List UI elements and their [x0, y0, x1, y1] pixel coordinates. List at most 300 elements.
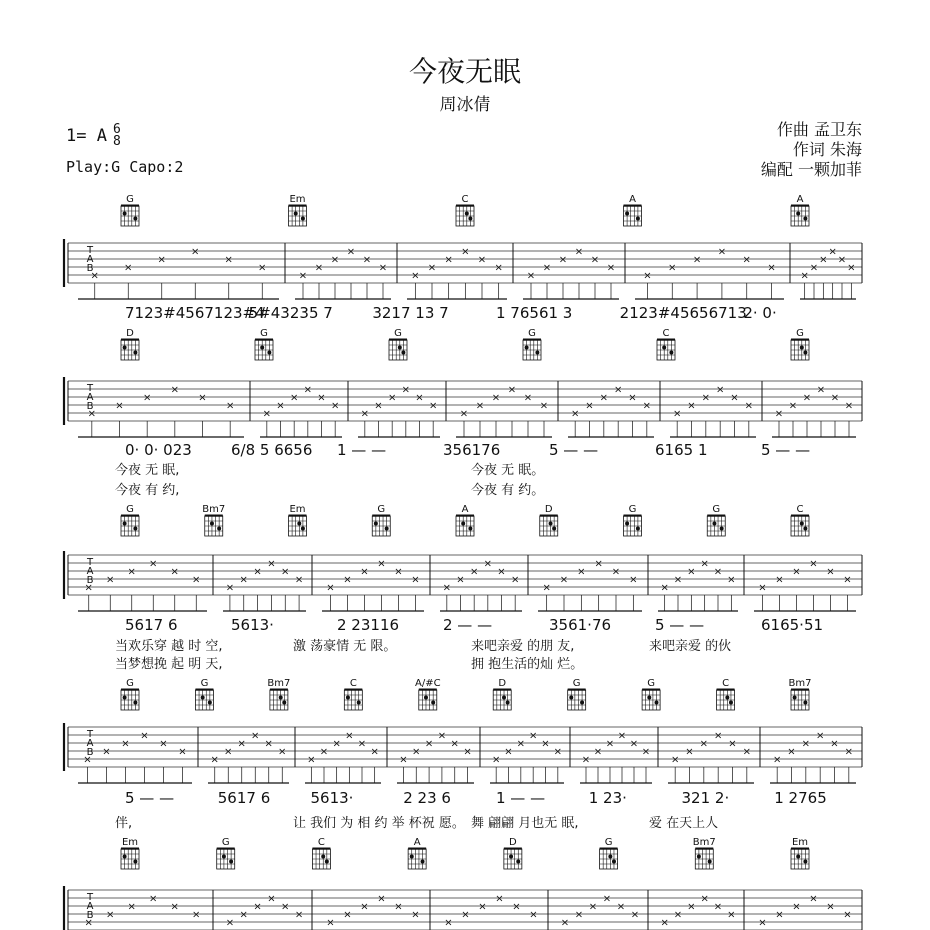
chord-dot	[793, 696, 797, 700]
tab-mark: ×	[276, 400, 285, 412]
tab-mark: ×	[715, 384, 725, 396]
tab-mark: ×	[510, 574, 520, 586]
chord-dot	[267, 351, 271, 355]
tab-mark: ×	[819, 254, 828, 266]
tab-mark: ×	[673, 909, 683, 921]
tab-mark: ×	[713, 730, 723, 742]
tab-mark: ×	[192, 574, 201, 586]
chord-dot	[796, 212, 800, 216]
chord-name: Bm7	[202, 504, 226, 515]
jianpu-notes: 5613·	[310, 789, 354, 807]
jianpu-notes: 2· 0·	[743, 304, 777, 322]
tab-mark: ×	[775, 909, 784, 921]
tab-mark: ×	[224, 254, 233, 266]
tab-mark: ×	[668, 262, 677, 274]
tab-mark: ×	[837, 254, 847, 266]
tab-mark: ×	[461, 909, 470, 921]
tab-mark: ×	[330, 400, 340, 412]
tab-mark: ×	[437, 730, 447, 742]
chord-dot	[662, 346, 666, 350]
tab-mark: ×	[412, 746, 421, 758]
chord-name: D	[126, 328, 134, 339]
chord-dot	[729, 701, 733, 705]
tab-mark: ×	[491, 754, 501, 766]
lyric-line-1: 今夜 无 眠,	[115, 463, 180, 478]
tab-mark: ×	[816, 384, 826, 396]
tab-mark: ×	[516, 738, 526, 750]
tab-mark: ×	[611, 566, 621, 578]
chord-name: G	[377, 504, 386, 515]
chord-name: G	[260, 328, 268, 339]
tab-mark: ×	[191, 246, 200, 258]
jianpu-notes: 356176	[443, 441, 501, 459]
chord-nut	[205, 515, 223, 517]
chord-dot	[509, 855, 513, 859]
chord-dot	[625, 212, 629, 216]
chord-dot	[260, 346, 264, 350]
chord-dot	[301, 217, 305, 221]
tab-mark: ×	[262, 408, 272, 420]
tab-mark: ×	[469, 566, 479, 578]
chord-nut	[121, 205, 139, 207]
chord-dot	[123, 346, 127, 350]
tab-mark: ×	[442, 582, 452, 594]
tab-mark: ×	[345, 730, 354, 742]
tab-mark: ×	[559, 574, 569, 586]
chord-nut	[791, 339, 809, 341]
tab-mark: ×	[461, 246, 470, 258]
chord-dot	[431, 701, 435, 705]
tab-mark: ×	[727, 574, 736, 586]
chord-dot	[294, 212, 298, 216]
tab-mark: ×	[267, 558, 276, 570]
chord-dot	[133, 351, 137, 355]
tab-mark: ×	[775, 574, 784, 586]
tab-clef: B	[86, 910, 94, 921]
lyric-line-1: 来吧亲爱 的伙	[649, 639, 732, 654]
tab-mark: ×	[106, 574, 115, 586]
tab-mark: ×	[602, 893, 612, 905]
tab-mark: ×	[670, 754, 680, 766]
chord-name: A	[461, 504, 469, 515]
chord-dot	[374, 522, 378, 526]
chord-name: G	[528, 328, 536, 339]
chord-dot	[279, 696, 283, 700]
tab-mark: ×	[512, 901, 521, 913]
tab-mark: ×	[106, 909, 115, 921]
tab-mark: ×	[526, 270, 536, 282]
chord-nut	[717, 689, 735, 691]
tab-mark: ×	[616, 901, 626, 913]
chord-nut	[419, 689, 437, 691]
tab-mark: ×	[281, 566, 290, 578]
tab-mark: ×	[463, 746, 472, 758]
tab-mark: ×	[415, 392, 424, 404]
tab-mark: ×	[90, 270, 99, 282]
tab-mark: ×	[115, 400, 124, 412]
tab-mark: ×	[539, 400, 549, 412]
tab-mark: ×	[642, 400, 652, 412]
tab-mark: ×	[594, 558, 603, 570]
tab-mark: ×	[378, 262, 388, 274]
chord-nut	[121, 848, 139, 850]
chord-dot	[636, 217, 640, 221]
chord-dot	[549, 522, 553, 526]
tab-mark: ×	[809, 558, 818, 570]
tab-mark: ×	[399, 754, 408, 766]
chord-dot	[465, 212, 469, 216]
tab-clef: T	[86, 383, 94, 394]
jianpu-notes: 5 — —	[125, 789, 175, 807]
chord-dot	[321, 855, 325, 859]
tab-mark: ×	[699, 738, 709, 750]
chord-nut	[523, 339, 541, 341]
lyric-line-2: 今夜 有 约。	[471, 483, 545, 498]
tab-mark: ×	[792, 566, 801, 578]
chord-nut	[791, 515, 809, 517]
tab-mark: ×	[727, 909, 736, 921]
chord-name: C	[461, 194, 469, 205]
tab-mark: ×	[629, 738, 639, 750]
chord-nut	[289, 515, 307, 517]
lyric-line-1: 伴,	[115, 816, 133, 831]
tab-mark: ×	[225, 582, 235, 594]
chord-dot	[357, 701, 361, 705]
chord-nut	[217, 848, 235, 850]
tab-mark: ×	[728, 738, 737, 750]
tab-mark: ×	[239, 909, 248, 921]
chord-name: G	[126, 678, 134, 689]
jianpu-notes: 1 2765	[774, 789, 827, 807]
tab-mark: ×	[450, 738, 459, 750]
tab-mark: ×	[830, 392, 840, 404]
chord-name: A	[796, 194, 804, 205]
tab-mark: ×	[394, 566, 403, 578]
chord-dot	[803, 701, 807, 705]
chord-dot	[123, 212, 127, 216]
chord-dot	[398, 346, 402, 350]
jianpu-notes: 5617 6	[217, 789, 271, 807]
tab-mark: ×	[788, 400, 798, 412]
tab-clef: A	[86, 566, 94, 577]
tab-mark: ×	[298, 270, 308, 282]
lyric-line-1: 当欢乐穿 越 时 空,	[115, 639, 223, 654]
tab-mark: ×	[224, 746, 233, 758]
tab-mark: ×	[237, 738, 246, 750]
tab-mark: ×	[87, 408, 97, 420]
chord-name: G	[628, 504, 637, 515]
chord-nut	[289, 205, 307, 207]
tab-mark: ×	[127, 901, 136, 913]
chord-nut	[504, 848, 522, 850]
chord-dot	[725, 696, 729, 700]
tab-mark: ×	[507, 384, 517, 396]
chord-name: D	[544, 504, 553, 515]
tab-mark: ×	[687, 901, 696, 913]
tab-mark: ×	[127, 566, 136, 578]
chord-dot	[421, 860, 425, 864]
tab-mark: ×	[560, 917, 570, 929]
tab-mark: ×	[826, 566, 835, 578]
tab-mark: ×	[673, 574, 683, 586]
lyric-line-1: 让 我们 为 相 约 举 杯祝 愿。	[293, 816, 465, 831]
tab-mark: ×	[294, 909, 304, 921]
chord-nut	[624, 515, 642, 517]
tab-mark: ×	[281, 901, 290, 913]
chord-dot	[655, 701, 659, 705]
chord-dot	[297, 522, 301, 526]
jianpu-notes: 2 — —	[443, 616, 493, 634]
chord-nut	[600, 848, 618, 850]
jianpu-notes: 6165·51	[761, 616, 824, 634]
tab-mark: ×	[264, 738, 273, 750]
jianpu-notes: 6/8 5 6656	[231, 441, 313, 459]
tab-mark: ×	[267, 893, 276, 905]
chord-dot	[282, 701, 286, 705]
chord-dot	[385, 527, 389, 531]
chord-nut	[344, 689, 362, 691]
tab-mark: ×	[225, 400, 235, 412]
chord-name: G	[126, 194, 134, 205]
tab-mark: ×	[170, 901, 179, 913]
tab-mark: ×	[142, 392, 152, 404]
tab-mark: ×	[411, 909, 420, 921]
tab-mark: ×	[307, 754, 316, 766]
chord-dot	[468, 217, 472, 221]
tab-mark: ×	[178, 746, 187, 758]
chord-name: Em	[289, 194, 306, 205]
lyric-line-1: 来吧亲爱 的朋 友,	[471, 639, 575, 654]
chord-nut	[695, 848, 713, 850]
chord-nut	[270, 689, 288, 691]
chord-dot	[229, 860, 233, 864]
chord-name: C	[722, 678, 730, 689]
tab-mark: ×	[809, 893, 818, 905]
chord-nut	[456, 205, 474, 207]
chord-nut	[791, 205, 809, 207]
lyric-line-1: 舞 翩翩 月也无 眠,	[471, 816, 579, 831]
tab-mark: ×	[278, 746, 287, 758]
tab-mark: ×	[672, 408, 682, 420]
chord-name: G	[796, 328, 804, 339]
tab-mark: ×	[590, 254, 600, 266]
tab-mark: ×	[84, 917, 93, 929]
tab-mark: ×	[717, 246, 727, 258]
arranger-credit: 编配 一颗加菲	[760, 160, 862, 179]
chord-dot	[424, 696, 428, 700]
song-title: 今夜无眠	[408, 55, 521, 88]
chord-dot	[222, 855, 226, 859]
tab-mark: ×	[303, 384, 313, 396]
chord-dot	[569, 696, 573, 700]
tab-mark: ×	[570, 408, 580, 420]
jianpu-notes: 0· 0· 023	[125, 441, 192, 459]
tab-clef: B	[86, 575, 94, 586]
tab-mark: ×	[444, 917, 453, 929]
chord-name: G	[647, 678, 655, 689]
tab-mark: ×	[687, 400, 696, 412]
tab-mark: ×	[483, 558, 493, 570]
tab-mark: ×	[758, 582, 767, 594]
tab-mark: ×	[844, 746, 854, 758]
tab-clef: T	[86, 892, 94, 903]
chord-name: G	[200, 678, 209, 689]
chord-dot	[647, 696, 651, 700]
tab-mark: ×	[605, 738, 615, 750]
chord-nut	[540, 515, 558, 517]
tab-mark: ×	[815, 730, 825, 742]
tab-clef: A	[86, 901, 94, 912]
tab-clef: T	[86, 245, 94, 256]
chord-dot	[608, 855, 612, 859]
tab-clef: B	[86, 263, 94, 274]
tab-mark: ×	[787, 746, 796, 758]
tab-mark: ×	[660, 917, 669, 929]
tab-mark: ×	[478, 901, 487, 913]
tab-mark: ×	[641, 746, 651, 758]
chord-dot	[625, 522, 629, 526]
tab-mark: ×	[326, 917, 335, 929]
tab-clef: T	[86, 729, 94, 740]
jianpu-notes: 6165 1	[655, 441, 708, 459]
chord-dot	[133, 860, 137, 864]
chord-dot	[803, 217, 807, 221]
jianpu-notes: 2 23 6	[403, 789, 451, 807]
tab-mark: ×	[685, 746, 694, 758]
time-top: 6	[112, 122, 121, 137]
chord-dot	[796, 855, 800, 859]
tab-mark: ×	[102, 746, 111, 758]
chord-name: C	[317, 837, 325, 848]
lyric-line-2: 拥 抱生活的灿 烂。	[471, 657, 584, 672]
tab-mark: ×	[553, 746, 563, 758]
chord-dot	[516, 860, 520, 864]
chord-name: Bm7	[692, 837, 716, 848]
tab-mark: ×	[124, 262, 133, 274]
chord-dot	[123, 696, 127, 700]
tab-mark: ×	[792, 901, 801, 913]
tab-mark: ×	[504, 746, 513, 758]
chord-dot	[201, 696, 205, 700]
tab-mark: ×	[360, 901, 369, 913]
chord-dot	[525, 346, 529, 350]
chord-nut	[493, 689, 511, 691]
tab-mark: ×	[687, 566, 696, 578]
chord-dot	[502, 696, 506, 700]
tab-mark: ×	[401, 384, 411, 396]
tab-mark: ×	[157, 254, 166, 266]
chord-dot	[461, 522, 465, 526]
tab-mark: ×	[394, 901, 403, 913]
tab-mark: ×	[360, 408, 370, 420]
tab-clef: A	[86, 738, 94, 749]
tab-mark: ×	[326, 582, 335, 594]
tab-mark: ×	[377, 558, 386, 570]
tab-mark: ×	[149, 893, 158, 905]
tab-mark: ×	[360, 566, 369, 578]
chord-name: Bm7	[267, 678, 291, 689]
chord-dot	[401, 351, 405, 355]
tab-mark: ×	[593, 746, 603, 758]
chord-dot	[803, 527, 807, 531]
jianpu-notes: 5 — —	[549, 441, 599, 459]
time-bottom: 8	[112, 134, 121, 149]
chord-dot	[580, 701, 584, 705]
chord-dot	[800, 522, 804, 526]
tab-mark: ×	[475, 400, 485, 412]
tab-mark: ×	[772, 754, 782, 766]
tab-mark: ×	[159, 738, 168, 750]
jianpu-notes: 1 — —	[337, 441, 387, 459]
tab-mark: ×	[606, 262, 616, 274]
tab-mark: ×	[713, 901, 723, 913]
chord-name: G	[126, 504, 134, 515]
chord-name: G	[712, 504, 721, 515]
tab-mark: ×	[253, 566, 262, 578]
tab-mark: ×	[558, 254, 568, 266]
jianpu-notes: 2123#45656713	[619, 304, 747, 322]
chord-name: Em	[121, 837, 139, 848]
tab-mark: ×	[370, 746, 379, 758]
tab-mark: ×	[767, 262, 776, 274]
tab-mark: ×	[494, 262, 503, 274]
tab-mark: ×	[477, 254, 487, 266]
tab-mark: ×	[424, 738, 434, 750]
jianpu-notes: 5 — —	[761, 441, 811, 459]
artist-name: 周冰倩	[439, 95, 491, 115]
chord-dot	[669, 351, 673, 355]
chord-name: G	[221, 837, 230, 848]
tab-mark: ×	[588, 901, 598, 913]
chord-nut	[657, 339, 675, 341]
chord-dot	[208, 701, 212, 705]
tab-mark: ×	[497, 566, 506, 578]
jianpu-notes: 5613·	[231, 616, 274, 634]
chord-nut	[121, 339, 139, 341]
chord-nut	[791, 848, 809, 850]
tab-mark: ×	[317, 392, 326, 404]
tab-mark: ×	[387, 392, 397, 404]
chord-name: G	[572, 678, 581, 689]
tab-mark: ×	[343, 574, 352, 586]
tab-mark: ×	[289, 392, 299, 404]
tab-mark: ×	[459, 408, 469, 420]
jianpu-notes: 3217 13 7	[372, 304, 449, 322]
chord-dot	[636, 527, 640, 531]
tab-mark: ×	[528, 730, 538, 742]
chord-dot	[552, 527, 556, 531]
tab-mark: ×	[346, 246, 356, 258]
tab-mark: ×	[140, 730, 149, 742]
chord-nut	[121, 515, 139, 517]
tab-mark: ×	[692, 254, 702, 266]
tab-mark: ×	[377, 893, 386, 905]
tab-mark: ×	[170, 384, 180, 396]
chord-name: C	[662, 328, 670, 339]
chord-name: A	[413, 837, 421, 848]
chord-dot	[301, 527, 305, 531]
chord-dot	[506, 701, 510, 705]
chord-dot	[697, 855, 701, 859]
chord-name: Em	[791, 837, 809, 848]
tab-clef: B	[86, 401, 94, 412]
jianpu-notes: 2 23116	[337, 616, 400, 634]
jianpu-notes: 5617 6	[125, 616, 178, 634]
tab-mark: ×	[198, 392, 207, 404]
chord-dot	[123, 855, 127, 859]
chord-nut	[456, 515, 474, 517]
tab-mark: ×	[319, 746, 329, 758]
